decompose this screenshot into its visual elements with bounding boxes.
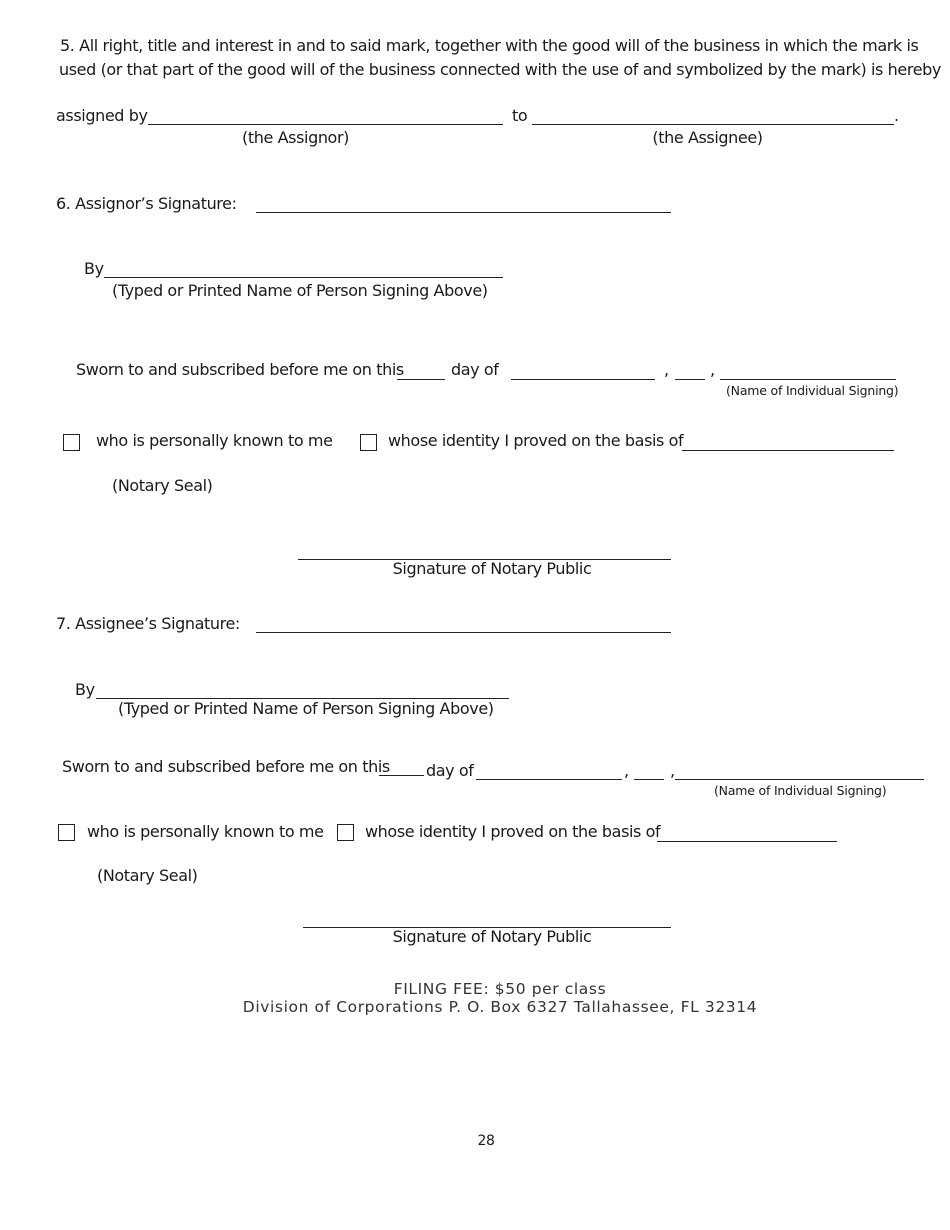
comma: ,	[664, 360, 669, 379]
assignee-field[interactable]	[532, 124, 894, 125]
assignee-caption: (the Assignee)	[652, 128, 763, 147]
comma: ,	[710, 360, 715, 379]
assignor-signature-label: 6. Assignor’s Signature:	[56, 194, 237, 213]
notary-seal-label: (Notary Seal)	[97, 866, 198, 885]
printed-name-caption: (Typed or Printed Name of Person Signing Above)	[118, 699, 494, 718]
individual-name-field[interactable]	[720, 379, 896, 380]
personally-known-checkbox[interactable]	[58, 824, 75, 841]
year-field[interactable]	[634, 779, 664, 780]
identity-proved-checkbox[interactable]	[360, 434, 377, 451]
personally-known-checkbox[interactable]	[63, 434, 80, 451]
section5-line1: 5. All right, title and interest in and to said mark, together with the good will of the business in which the mark is	[60, 36, 919, 55]
mailing-address: Division of Corporations P. O. Box 6327 Tallahassee, FL 32314	[242, 998, 758, 1016]
section5-line2: used (or that part of the good will of the business connected with the use of and symbolized by the mark) is hereby	[59, 60, 941, 79]
by-label: By	[75, 680, 95, 699]
period: .	[894, 106, 899, 125]
identity-basis-field[interactable]	[682, 450, 894, 451]
identity-basis-field[interactable]	[657, 841, 837, 842]
personally-known-label: who is personally known to me	[96, 431, 333, 450]
notary-signature-caption: Signature of Notary Public	[392, 559, 592, 578]
day-field[interactable]	[397, 379, 445, 380]
sworn-text: Sworn to and subscribed before me on this	[76, 360, 404, 379]
comma: ,	[670, 761, 675, 780]
page-number: 28	[477, 1133, 495, 1149]
day-of-label: day of	[451, 360, 499, 379]
assigned-by-label: assigned by	[56, 106, 148, 125]
personally-known-label: who is personally known to me	[87, 822, 324, 841]
individual-name-caption: (Name of Individual Signing)	[726, 383, 899, 398]
assignee-signature-field[interactable]	[256, 632, 671, 633]
to-label: to	[512, 106, 528, 125]
notary-signature-caption: Signature of Notary Public	[392, 927, 592, 946]
by-label: By	[84, 259, 104, 278]
sworn-text: Sworn to and subscribed before me on this	[62, 757, 390, 776]
year-field[interactable]	[675, 379, 705, 380]
assignor-field[interactable]	[148, 124, 503, 125]
individual-name-field[interactable]	[675, 779, 924, 780]
assignor-signature-field[interactable]	[256, 212, 671, 213]
month-field[interactable]	[511, 379, 655, 380]
identity-proved-checkbox[interactable]	[337, 824, 354, 841]
day-field[interactable]	[379, 775, 424, 776]
printed-name-field[interactable]	[104, 277, 503, 278]
individual-name-caption: (Name of Individual Signing)	[714, 783, 887, 798]
identity-proved-label: whose identity I proved on the basis of	[365, 822, 661, 841]
comma: ,	[624, 761, 629, 780]
day-of-label: day of	[426, 761, 474, 780]
assignor-caption: (the Assignor)	[242, 128, 349, 147]
identity-proved-label: whose identity I proved on the basis of	[388, 431, 684, 450]
assignee-signature-label: 7. Assignee’s Signature:	[56, 614, 240, 633]
printed-name-caption: (Typed or Printed Name of Person Signing Above)	[112, 281, 488, 300]
filing-fee: FILING FEE: $50 per class	[393, 980, 607, 998]
month-field[interactable]	[476, 779, 622, 780]
notary-seal-label: (Notary Seal)	[112, 476, 213, 495]
